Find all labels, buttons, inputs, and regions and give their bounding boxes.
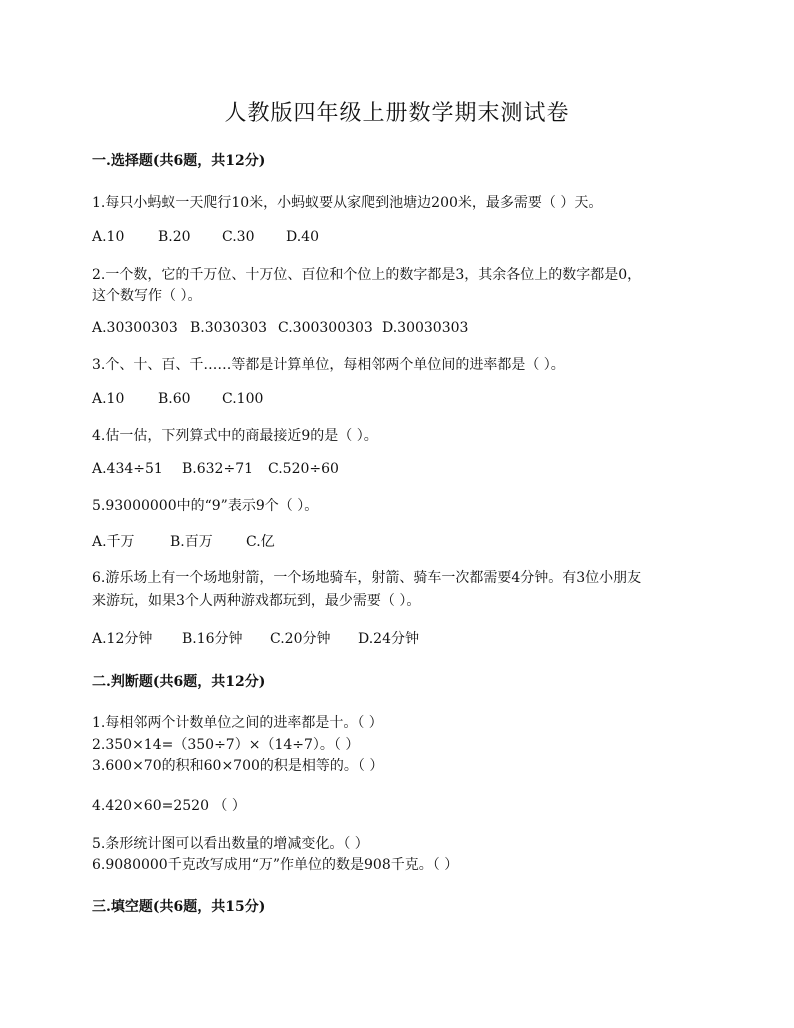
choice-options-6 [92, 628, 419, 648]
choice-question-6-line1: 6.游乐场上有一个场地射箭，一个场地骑车，射箭、骑车一次都需要4分钟。有3位小朋友 [92, 570, 642, 586]
option: A.千万 [92, 534, 135, 550]
choice-question-2-line1: 2.一个数，它的千万位、十万位、百位和个位上的数字都是3，其余各位上的数字都是0， [92, 267, 642, 283]
page-title: 人教版四年级上册数学期末测试卷 [224, 101, 570, 126]
option: D.24分钟 [358, 631, 419, 647]
option: B.百万 [170, 534, 213, 550]
judge-question-1: 1.每相邻两个计数单位之间的进率都是十。（ ） [92, 715, 383, 731]
option: B.16分钟 [182, 631, 243, 647]
choice-question-4: 4.估一估，下列算式中的商最接近9的是（ ）。 [92, 428, 378, 444]
option: C.亿 [246, 534, 275, 550]
judge-question-4: 4.420×60=2520 （ ） [92, 798, 246, 814]
choice-question-2-line2: 这个数写作（ ）。 [92, 288, 202, 304]
option: C.30 [222, 229, 255, 245]
option: B.3030303 [190, 320, 268, 336]
option: B.20 [158, 229, 191, 245]
section-heading-judge: 二.判断题(共6题，共12分) [92, 674, 266, 690]
option: B.60 [158, 391, 191, 407]
option: D.30030303 [382, 320, 469, 336]
judge-question-6: 6.9080000千克改写成用“万”作单位的数是908千克。（ ） [92, 857, 459, 873]
choice-question-1: 1.每只小蚂蚁一天爬行10米，小蚂蚁要从家爬到池塘边200米，最多需要（ ）天。 [92, 195, 603, 211]
choice-question-6-line2: 来游玩，如果3个人两种游戏都玩到，最少需要（ ）。 [92, 593, 421, 609]
choice-options-3 [92, 391, 263, 407]
option: A.10 [92, 229, 125, 245]
choice-options-2 [92, 320, 468, 336]
choice-options-5 [92, 531, 275, 551]
judge-question-3: 3.600×70的积和60×700的积是相等的。（ ） [92, 758, 384, 774]
option: D.40 [286, 229, 319, 245]
option: A.434÷51 [92, 461, 163, 477]
section-heading-fill: 三.填空题(共6题，共15分) [92, 899, 266, 915]
choice-question-5: 5.93000000中的“9”表示9个（ ）。 [92, 498, 319, 514]
option: C.520÷60 [268, 461, 339, 477]
option: B.632÷71 [182, 461, 254, 477]
option: A.12分钟 [92, 631, 153, 647]
choice-question-3: 3.个、十、百、千……等都是计算单位，每相邻两个单位间的进率都是（ ）。 [92, 357, 565, 373]
option: A.30300303 [92, 320, 178, 336]
judge-question-5: 5.条形统计图可以看出数量的增减变化。（ ） [92, 836, 369, 852]
option: C.20分钟 [270, 631, 331, 647]
judge-question-2: 2.350×14=（350÷7）×（14÷7）。（ ） [92, 737, 360, 753]
option: C.100 [222, 391, 264, 407]
choice-options-4 [92, 461, 339, 477]
section-heading-choice: 一.选择题(共6题，共12分) [92, 153, 266, 169]
option: A.10 [92, 391, 125, 407]
choice-options-1 [92, 229, 319, 245]
option: C.300300303 [278, 320, 373, 336]
